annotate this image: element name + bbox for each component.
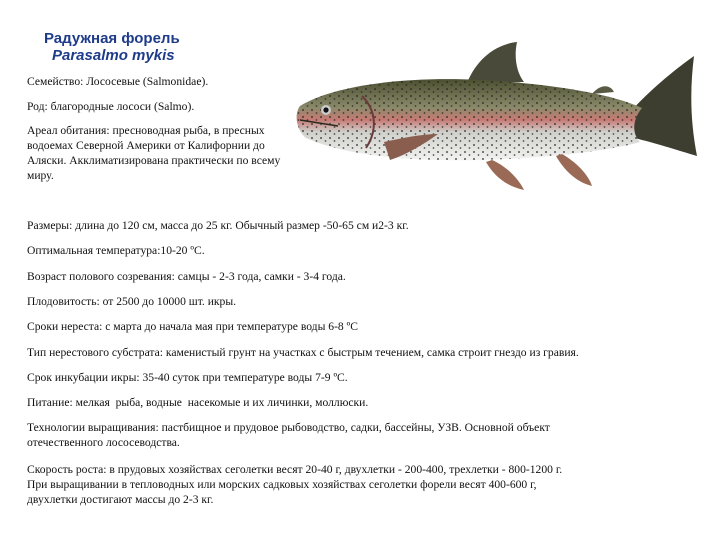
food-line: Питание: мелкая рыба, водные насекомые и их личинки, моллюски. bbox=[27, 396, 369, 409]
habitat-paragraph: Ареал обитания: пресноводная рыба, в пресных водоемах Северной Америки от Калифорнии до Аляски. Акклиматизирована практически по всему миру. bbox=[27, 124, 281, 182]
maturity-line: Возраст полового созревания: самцы - 2-3 года, самки - 3-4 года. bbox=[27, 270, 346, 283]
technology-paragraph: Технологии выращивания: пастбищное и прудовое рыбоводство, садки, бассейны, УЗВ. Основной объект отечественного лососеводства. bbox=[27, 421, 550, 449]
fish-title: Радужная форель bbox=[44, 30, 180, 47]
temperature-line: Оптимальная температура:10-20 ºС. bbox=[27, 244, 205, 257]
substrate-line: Тип нерестового субстрата: каменистый грунт на участках с быстрым течением, самка строит гнездо из гравия. bbox=[27, 346, 579, 359]
rainbow-trout-image bbox=[292, 38, 702, 198]
incubation-line: Срок инкубации икры: 35-40 суток при температуре воды 7-9 ºС. bbox=[27, 371, 348, 384]
spawning-line: Сроки нереста: с марта до начала мая при температуре воды 6-8 ºС bbox=[27, 320, 358, 333]
genus-line: Род: благородные лососи (Salmo). bbox=[27, 100, 195, 113]
fecundity-line: Плодовитость: от 2500 до 10000 шт. икры. bbox=[27, 295, 237, 308]
size-line: Размеры: длина до 120 см, масса до 25 кг. Обычный размер -50-65 см и2-3 кг. bbox=[27, 219, 409, 232]
family-line: Семейство: Лососевые (Salmonidae). bbox=[27, 75, 209, 88]
growth-paragraph: Скорость роста: в прудовых хозяйствах сеголетки весят 20-40 г, двухлетки - 200-400, трехлетки - 800-1200 г. При выращивании в тепловодных или морских садковых хозяйствах сеголетки форели весят 400-600 г, двухлетки достигают массы до 2-3 кг. bbox=[27, 463, 563, 506]
fish-latin-name: Parasalmo mykis bbox=[52, 47, 175, 64]
